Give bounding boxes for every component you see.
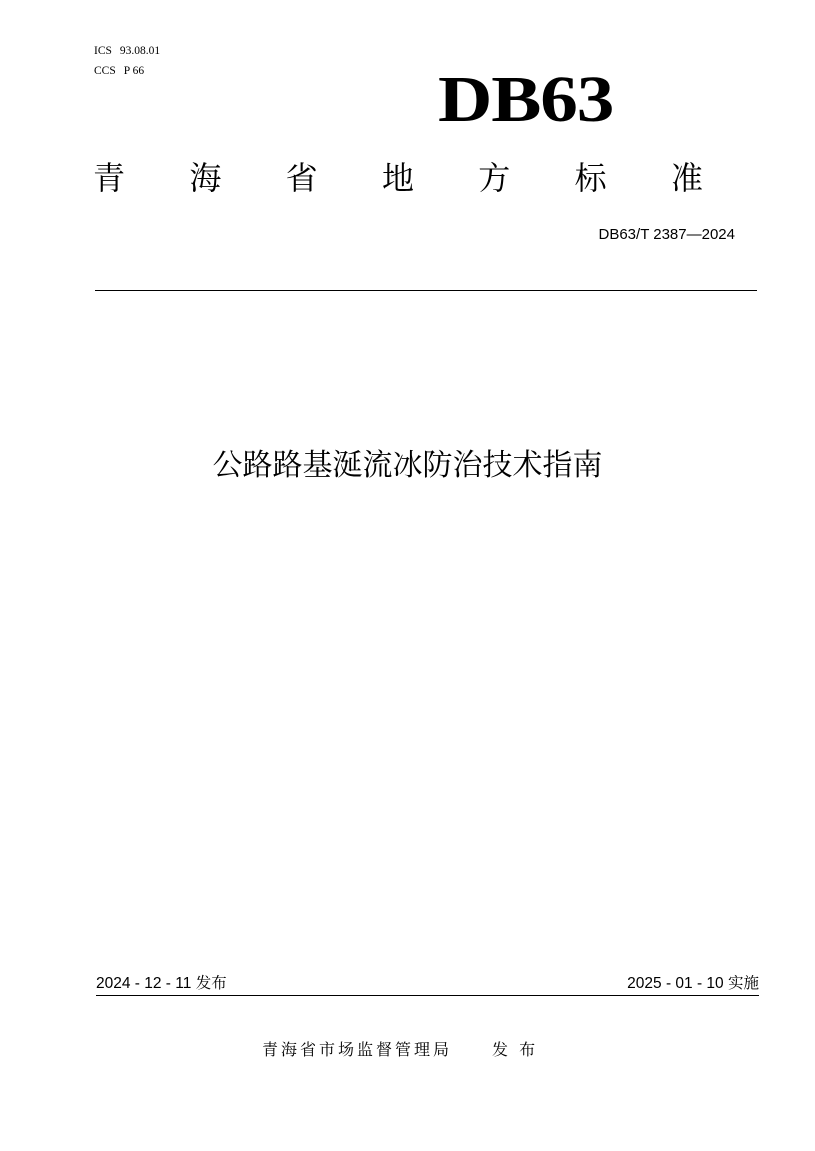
publish-date: 2024 - 12 - 11 (96, 975, 192, 992)
standard-type-char: 准 (670, 159, 703, 197)
document-title: 公路路基涎流冰防治技术指南 (212, 448, 603, 483)
ccs-value: P 66 (123, 65, 145, 77)
issuer-name: 青海省市场监督管理局 (262, 1040, 453, 1059)
publish-label: 发布 (195, 974, 227, 992)
standard-type-char: 标 (574, 159, 607, 197)
header-divider (95, 290, 757, 291)
ics-label: ICS (94, 45, 112, 57)
db-logo: DB63 (438, 63, 614, 136)
standard-type-char: 方 (478, 159, 511, 197)
footer-divider (96, 995, 759, 996)
ics-line (94, 41, 160, 61)
classification-codes (94, 41, 160, 81)
date-row (96, 973, 759, 994)
standard-type-heading (92, 158, 704, 198)
issuer-line (262, 1039, 538, 1061)
standard-type-char: 省 (285, 159, 318, 197)
standard-type-char: 地 (381, 159, 414, 197)
ics-value: 93.08.01 (119, 45, 161, 57)
implement-date: 2025 - 01 - 10 (627, 975, 724, 992)
ccs-label: CCS (94, 65, 116, 77)
ccs-line (94, 61, 160, 81)
implement-label: 实施 (727, 974, 759, 992)
publish-info (96, 973, 227, 994)
issuer-action: 发 布 (492, 1040, 539, 1059)
standard-code: DB63/T 2387—2024 (598, 226, 735, 243)
standard-type-char: 海 (189, 159, 222, 197)
standard-type-char: 青 (92, 159, 125, 197)
implement-info (627, 973, 759, 994)
